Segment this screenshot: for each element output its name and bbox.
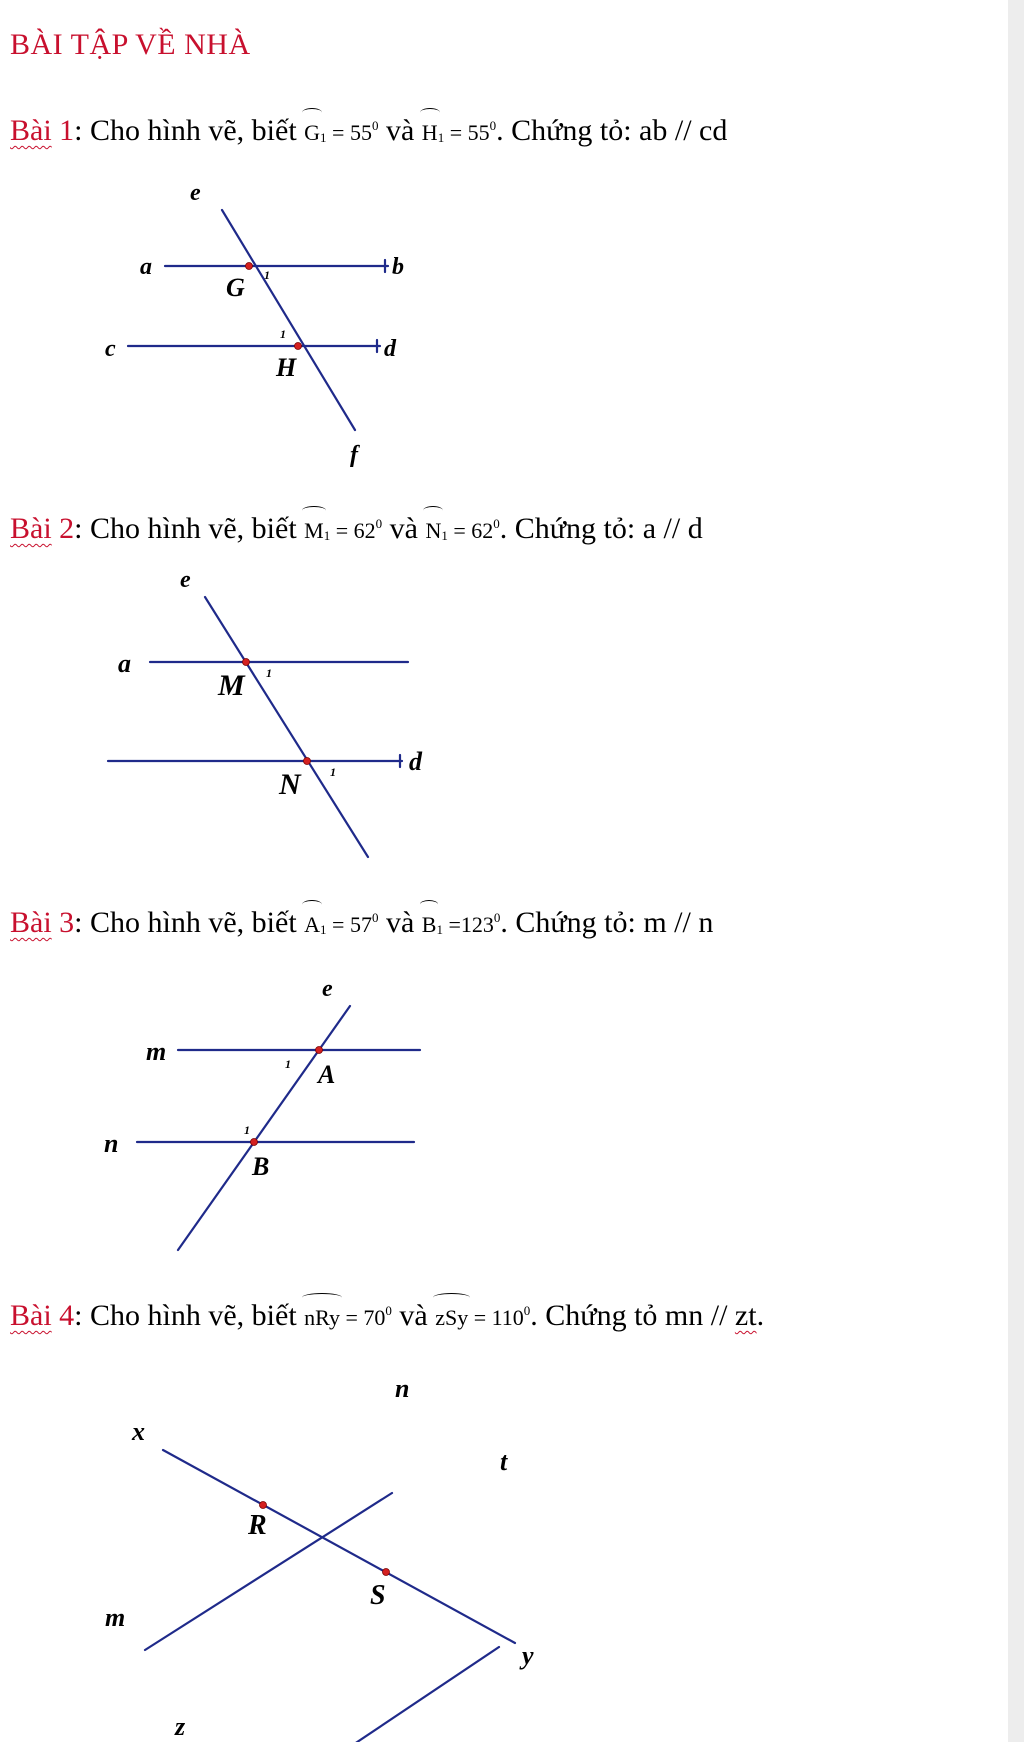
- label-g: G: [226, 273, 245, 302]
- figure-1: [128, 210, 388, 430]
- svg-text:1: 1: [285, 1057, 291, 1071]
- line-ef: [222, 210, 355, 430]
- label-e2: e: [180, 567, 191, 593]
- page-title: BÀI TẬP VỀ NHÀ: [10, 28, 251, 61]
- label-d1: d: [384, 336, 396, 362]
- exercise-1-statement: Bài 1: Cho hình vẽ, biết $G1 = 55^0$ và $H1 = 55^0$. Chứng tỏ: ab // cd: [10, 108, 727, 156]
- label-x4: x: [132, 1417, 145, 1446]
- exercise-1-number: 1: [51, 114, 75, 147]
- line-e: [205, 597, 368, 857]
- svg-text:1: 1: [330, 765, 336, 779]
- figure-2: [108, 597, 408, 857]
- svg-text:1: 1: [266, 666, 272, 680]
- angle-h1: $H1 = 55^0$: [422, 108, 496, 156]
- label-a2: a: [118, 649, 131, 678]
- angle-b1: $B1 =123^0$: [422, 900, 501, 948]
- line-zt-real: [202, 1647, 499, 1742]
- angle-n1: $N1 = 62^0$: [425, 506, 499, 554]
- angle-zsy: zSy = $110^0$: [435, 1293, 530, 1336]
- point-h: [295, 343, 302, 350]
- label-n: N: [279, 768, 301, 801]
- point-n: [304, 758, 311, 765]
- label-m3: m: [146, 1037, 167, 1066]
- label-m4: m: [105, 1603, 126, 1632]
- angle-a1: $A1 = 57^0$: [304, 900, 378, 948]
- label-b: B: [252, 1152, 270, 1181]
- scrollbar[interactable]: [1008, 0, 1024, 1742]
- label-n4: n: [395, 1374, 410, 1403]
- svg-text:1: 1: [280, 327, 286, 341]
- exercise-1-word: Bài: [10, 114, 52, 147]
- angle-g1: $G1 = 55^0$: [304, 108, 378, 156]
- label-e3: e: [322, 976, 333, 1002]
- label-e1: e: [190, 180, 201, 206]
- angle-nry: nRy = $70^0$: [304, 1293, 392, 1336]
- point-s: [383, 1569, 390, 1576]
- label-c1: c: [105, 336, 116, 362]
- label-z4: z: [175, 1712, 186, 1741]
- label-a: A: [318, 1060, 336, 1089]
- angle-m1: $M1 = 62^0$: [304, 506, 382, 554]
- svg-text:1: 1: [264, 268, 270, 282]
- label-n3: n: [104, 1129, 119, 1158]
- label-m: M: [218, 669, 245, 702]
- label-y4: y: [522, 1641, 534, 1670]
- exercise-3-statement: Bài 3: Cho hình vẽ, biết $A1 = 57^0$ và $B1 =123^0$. Chứng tỏ: m // n: [10, 900, 713, 948]
- svg-text:1: 1: [244, 1123, 250, 1137]
- point-a: [316, 1047, 323, 1054]
- point-r: [260, 1502, 267, 1509]
- line-xy-real: [163, 1450, 515, 1643]
- label-t4: t: [500, 1447, 508, 1476]
- line-e3: [178, 1006, 350, 1250]
- exercise-4-statement: Bài 4: Cho hình vẽ, biết nRy = $70^0$ và zSy = $110^0$. Chứng tỏ mn // zt.: [10, 1293, 764, 1336]
- label-h: H: [276, 353, 297, 382]
- line-mn-real: [145, 1493, 392, 1650]
- label-a1: a: [140, 254, 152, 280]
- point-m: [243, 659, 250, 666]
- figure-3: [137, 1006, 420, 1250]
- label-s: S: [370, 1580, 386, 1611]
- label-f1: f: [350, 442, 358, 468]
- exercise-2-statement: Bài 2: Cho hình vẽ, biết $M1 = 62^0$ và $N1 = 62^0$. Chứng tỏ: a // d: [10, 506, 703, 554]
- label-d2: d: [409, 747, 422, 776]
- label-b1: b: [392, 254, 404, 280]
- label-r: R: [248, 1510, 267, 1541]
- point-g: [246, 263, 253, 270]
- point-b: [251, 1139, 258, 1146]
